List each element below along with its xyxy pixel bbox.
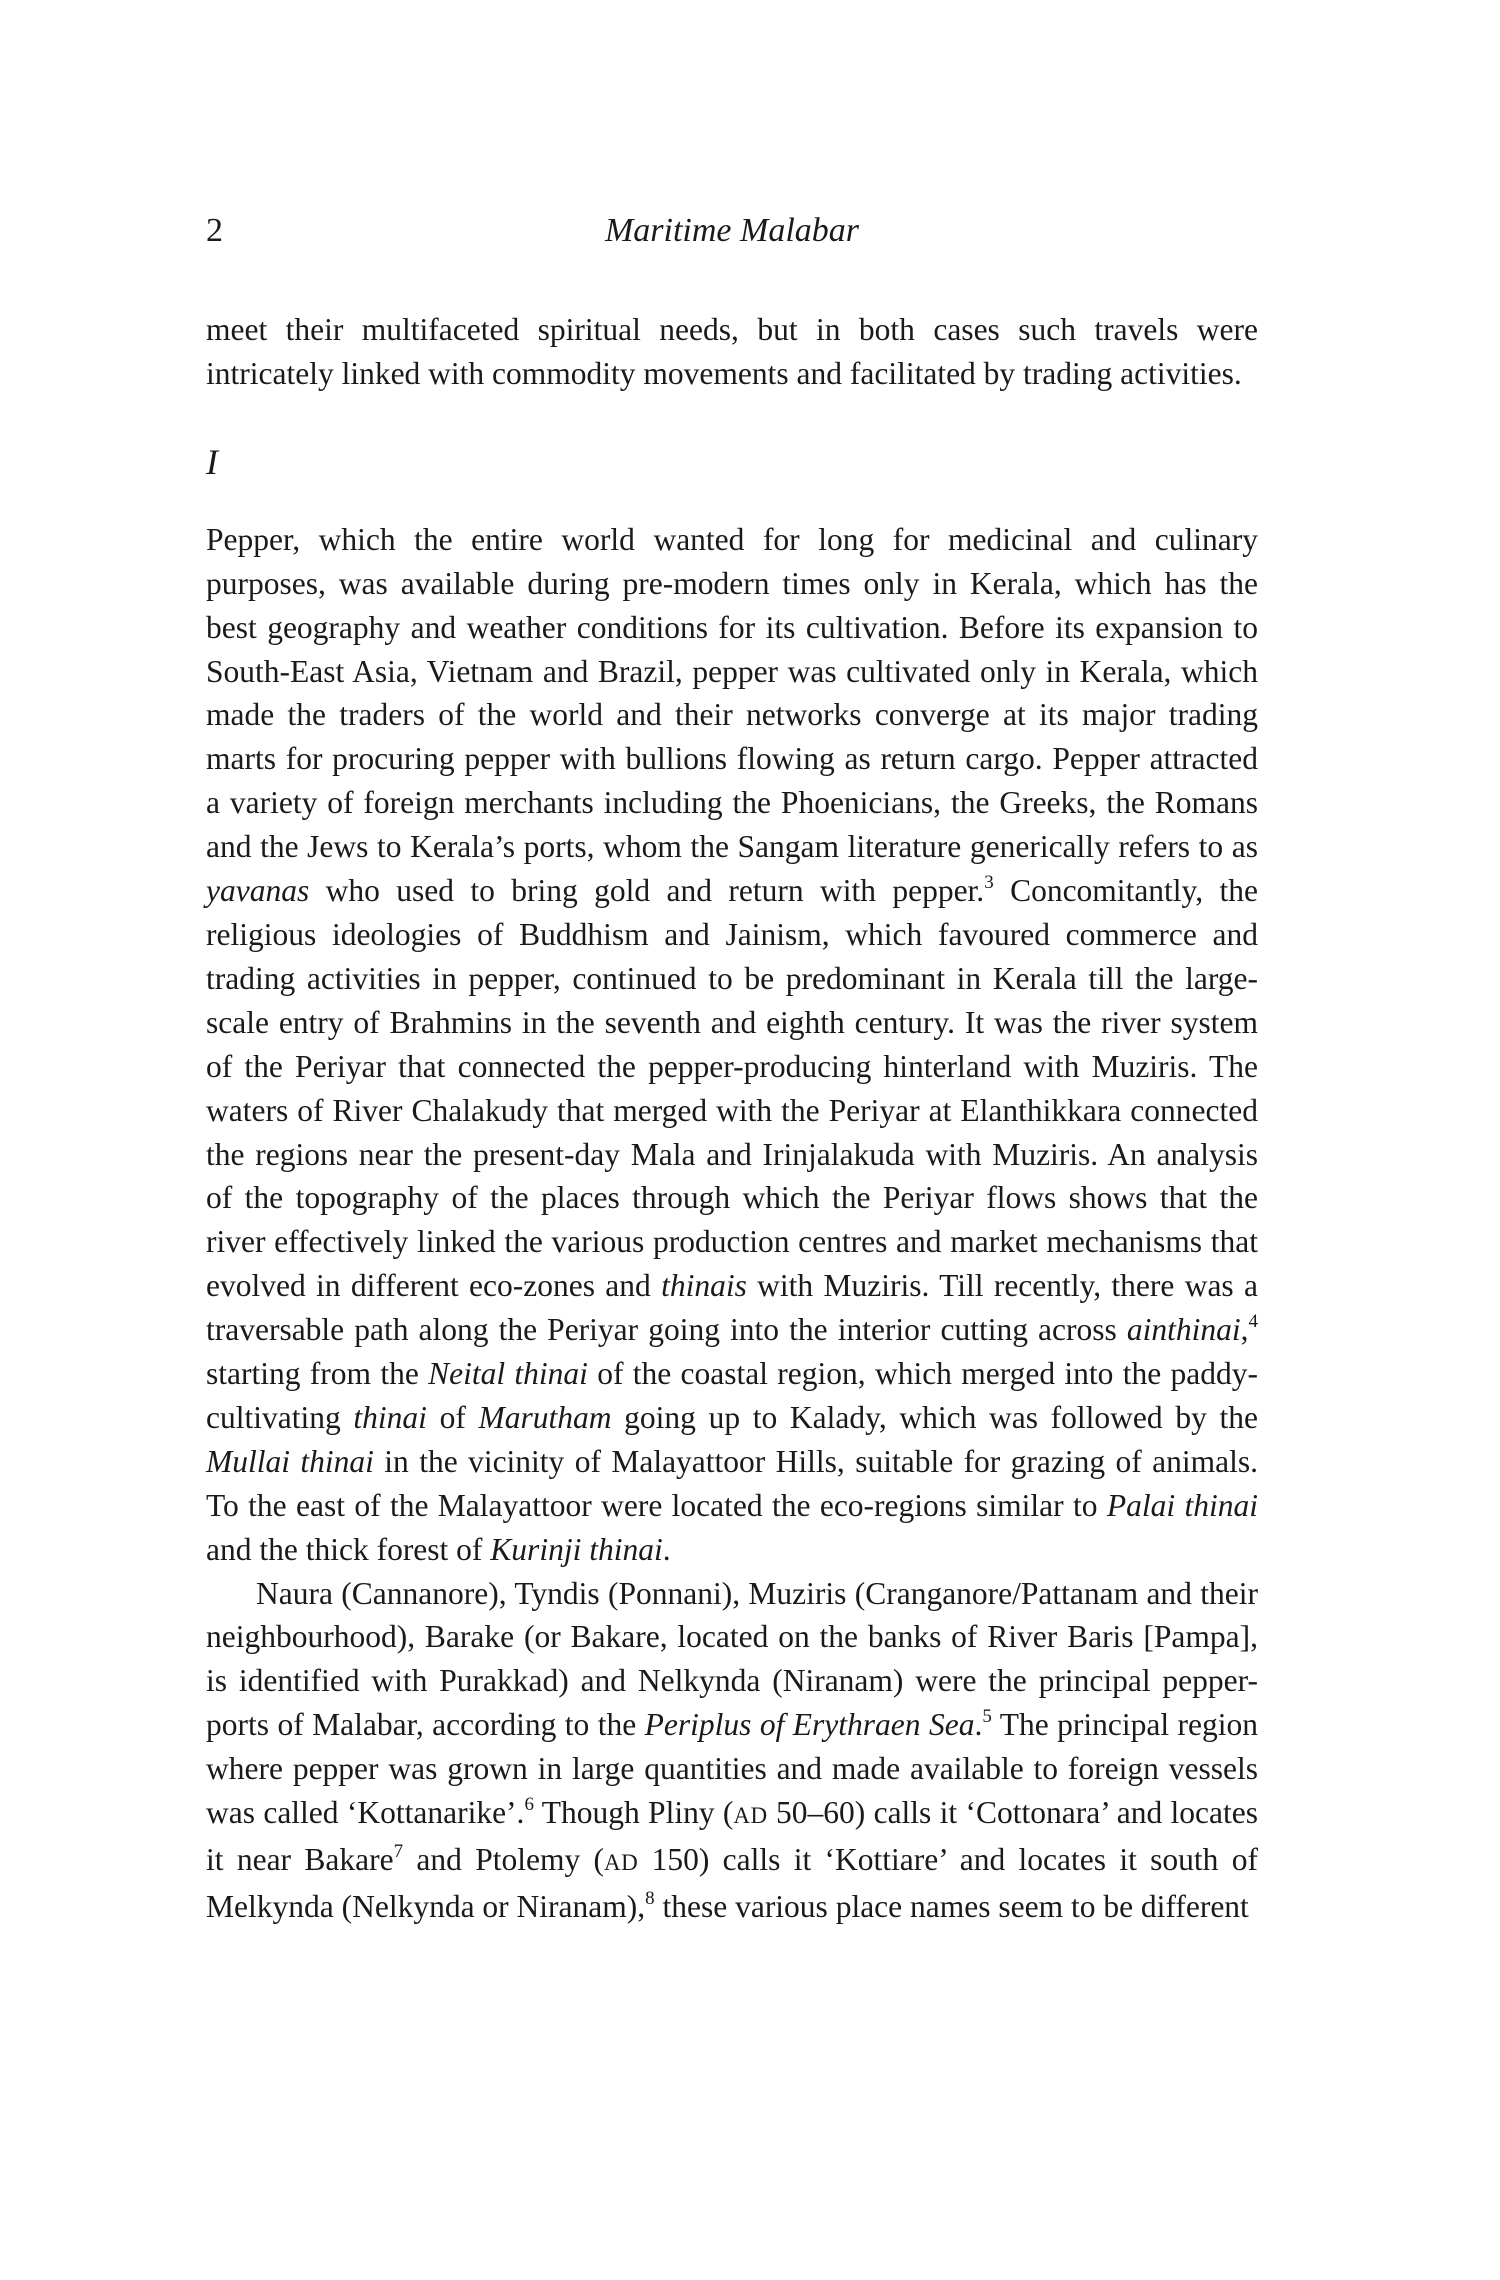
footnote-ref: 5 bbox=[982, 1706, 992, 1728]
paragraph-continued: meet their multifaceted spiritual needs, but in both cases such travels were intricately linked with commodity movements and facilitated by trading activities. bbox=[206, 312, 1258, 391]
footnote-ref: 3 bbox=[984, 872, 994, 894]
body-text bbox=[206, 308, 1258, 1929]
running-title: Maritime Malabar bbox=[604, 212, 860, 249]
paragraph-ports: Naura (Cannanore), Tyndis (Ponnani), Muziris (Cranganore/Pattanam and their neighbourhood), Barake (or Bakare, located on the banks of River Baris [Pampa], is identified with Purakkad) and Nelkynda (Niranam) were the principal pepper-ports of Malabar, according to the Periplus of Erythraen Sea.$^5$ The principal region where pepper was grown in large quantities and made available to foreign vessels was called ‘Kottanarike’.$^6$ Though Pliny (AD 50–60) calls it ‘Cottonara’ and locates it near Bakare$^7$ and Ptolemy (AD 150) calls it ‘Kottiare’ and locates it south of Melkynda (Nelkynda or Niranam),$^8$ these various place names seem to be different bbox=[206, 1575, 1259, 1924]
page-number: 2 bbox=[206, 212, 223, 249]
footnote-ref: 4 bbox=[1248, 1311, 1258, 1333]
section-marker: I bbox=[206, 441, 218, 482]
page-header bbox=[206, 212, 1258, 262]
footnote-ref: 7 bbox=[393, 1841, 404, 1862]
footnote-ref: 6 bbox=[524, 1794, 534, 1816]
footnote-ref: 8 bbox=[645, 1887, 655, 1909]
paragraph-pepper: Pepper, which the entire world wanted for long for medicinal and culinary purposes, was available during pre-modern times only in Kerala, which has the best geography and weather conditions for its cultivation. Before its expansion to South-East Asia, Vietnam and Brazil, pepper was cultivated only in Kerala, which made the traders of the world and their networks converge at its major trading marts for procuring pepper with bullions flowing as return cargo. Pepper attracted a variety of foreign merchants including the Phoenicians, the Greeks, the Romans and the Jews to Kerala’s ports, whom the Sangam literature generically refers to as yavanas who used to bring gold and return with pepper.$^3$ Concomitantly, the religious ideologies of Buddhism and Jainism, which favoured commerce and trading activities in pepper, continued to be predominant in Kerala till the large-scale entry of Brahmins in the seventh and eighth century. It was the river system of the Periyar that connected the pepper-producing hinterland with Muziris. The waters of River Chalakudy that merged with the Periyar at Elanthikkara connected the regions near the present-day Mala and Irinjalakuda with Muziris. An analysis of the topography of the places through which the Periyar flows shows that the river effectively linked the various production centres and market mechanisms that evolved in different eco-zones and thinais with Muziris. Till recently, there was a traversable path along the Periyar going into the interior cutting across ainthinai,$^4$ starting from the Neital thinai of the coastal region, which merged into the paddy-cultivating thinai of Marutham going up to Kalady, which was followed by the Mullai thinai in the vicinity of Malayattoor Hills, suitable for grazing of animals. To the east of the Malayattoor were located the eco-regions similar to Palai thinai and the thick forest of Kurinji thinai. bbox=[206, 521, 1259, 1567]
